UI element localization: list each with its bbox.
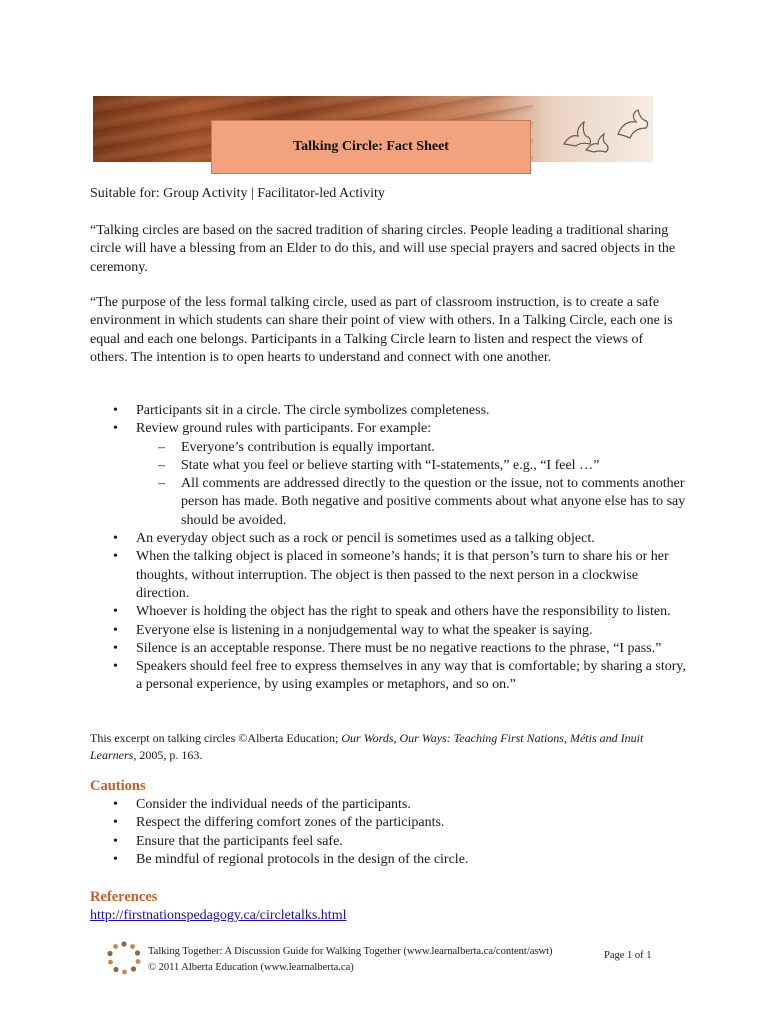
list-item: • Silence is an acceptable response. There must be no negative reactions to the phrase, “I pass.” [90,640,690,658]
credit-prefix: This excerpt on talking circles ©Alberta Education; [90,731,342,745]
credit-suffix: 2005, p. 163. [136,748,203,762]
list-item: • Participants sit in a circle. The circle symbolizes completeness. [90,402,690,420]
list-item: • Whoever is holding the object has the right to speak and others have the responsibility to listen. [90,603,690,621]
sub-list-item: – Everyone’s contribution is equally important. [136,439,690,457]
list-item: • Speakers should feel free to express themselves in any way that is comfortable; by sharing a story, a personal experience, by using examples or metaphors, and so on.” [90,658,690,695]
list-item: • Ensure that the participants feel safe. [90,833,690,851]
birds-icon [556,104,652,160]
cautions-list [90,796,690,869]
sub-list-item: – State what you feel or believe starting with “I-statements,” e.g., “I feel …” [136,457,690,475]
list-item: • An everyday object such as a rock or pencil is sometimes used as a talking object. [90,530,690,548]
references-heading: References [90,889,158,905]
footer-line-1: Talking Together: A Discussion Guide for Walking Together (www.learnalberta.ca/content/aswt) [148,946,553,957]
reference-link[interactable]: http://firstnationspedagogy.ca/circletalks.html [90,908,347,923]
source-credit [90,730,690,764]
title-box [211,120,531,174]
list-item: • Consider the individual needs of the participants. [90,796,690,814]
talking-circle-list [90,402,690,695]
cautions-heading: Cautions [90,778,146,794]
circle-logo-icon [106,940,142,976]
list-item: • Be mindful of regional protocols in the design of the circle. [90,851,690,869]
list-item: • Everyone else is listening in a nonjudgemental way to what the speaker is saying. [90,622,690,640]
list-item-text: Review ground rules with participants. For example: [136,421,432,437]
page-number: Page 1 of 1 [604,950,652,961]
footer-line-2: © 2011 Alberta Education (www.learnalberta.ca) [148,962,354,973]
purpose-paragraph: “The purpose of the less formal talking circle, used as part of classroom instruction, is to create a safe environment in which students can share their point of view with others. In a Talking Circle, each one is equal and each one belongs. Participants in a Talking Circle learn to listen and respect the views of others. The intention is to open hearts to understand and connect with one another. [90,295,673,365]
ground-rules-list [136,439,690,530]
suitable-line: Suitable for: Group Activity | Facilitator-led Activity [90,186,385,201]
credit-source: Our Words, Our Ways: Teaching First Nations, Métis and Inuit Learners, [90,731,644,762]
intro-paragraph: “Talking circles are based on the sacred tradition of sharing circles. People leading a traditional sharing circle will have a blessing from an Elder to do this, and will use special prayers and sacred objects in the ceremony. [90,223,676,275]
sub-list-item: – All comments are addressed directly to the question or the issue, not to comments another person has made. Both negative and positive comments about what anyone else has to say should be avoided. [136,475,690,530]
list-item: • Respect the differing comfort zones of the participants. [90,814,690,832]
footer-text [148,944,553,976]
list-item: • When the talking object is placed in someone’s hands; it is that person’s turn to share his or her thoughts, without interruption. The object is then passed to the next person in a clockwise direction. [90,548,690,603]
page-title: Talking Circle: Fact Sheet [293,139,449,154]
list-item [90,420,690,530]
